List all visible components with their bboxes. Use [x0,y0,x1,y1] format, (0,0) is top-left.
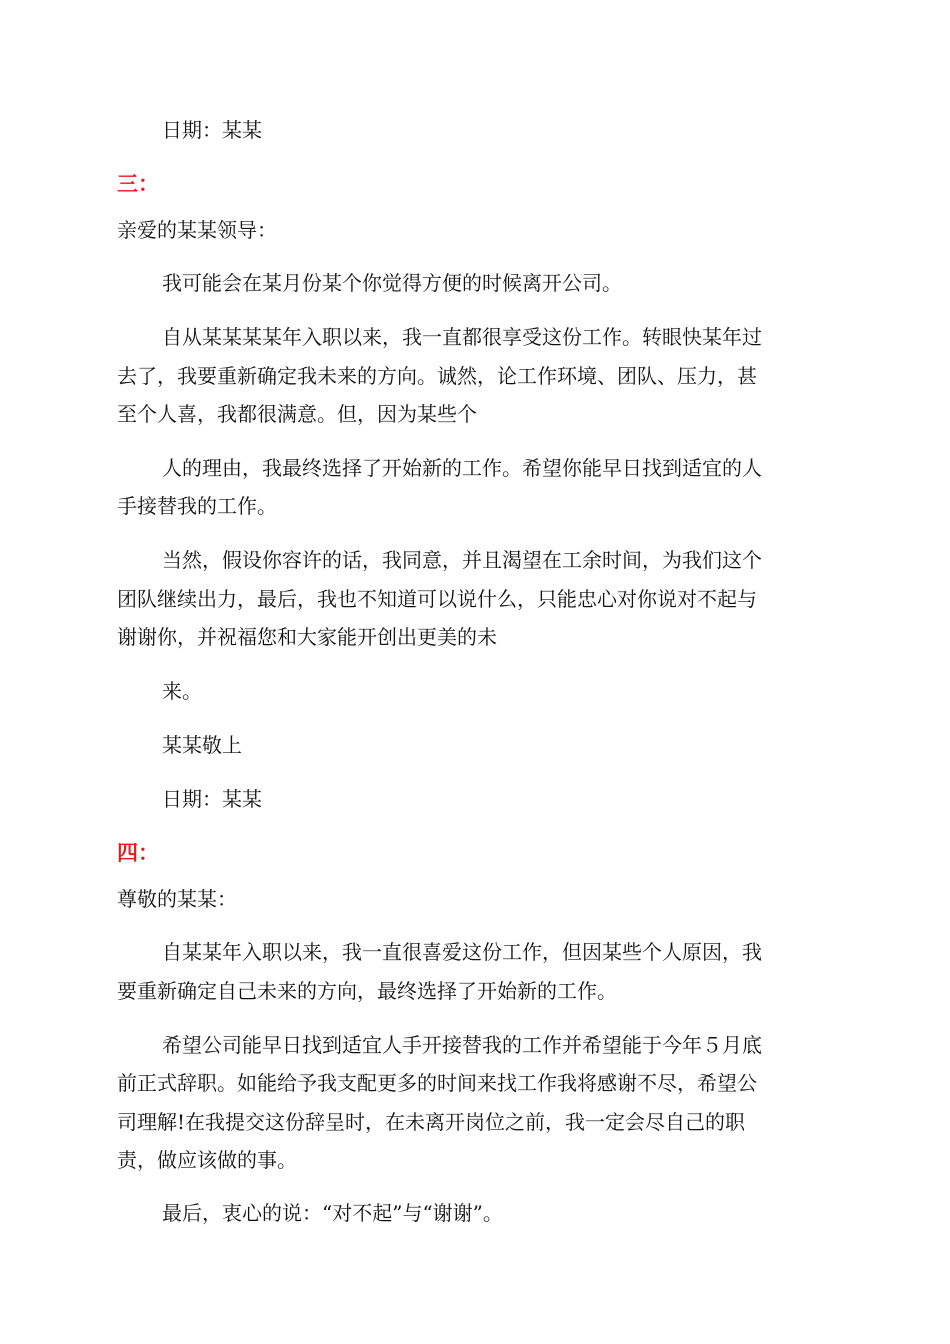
paragraph-line: 要重新确定自己未来的方向，最终选择了开始新的工作。 [117,979,617,1003]
paragraph-line: 责，做应该做的事。 [117,1148,297,1172]
paragraph-line: 至个人喜，我都很满意。但，因为某些个 [117,402,477,426]
paragraph-line: 来。 [162,679,202,703]
date-line: 日期：某某 [162,118,262,142]
section-heading-4: 四： [117,840,159,865]
date-line: 日期：某某 [162,787,262,811]
paragraph-line: 希望公司能早日找到适宜人手开接替我的工作并希望能于今年５月底 [162,1033,762,1057]
salutation: 尊敬的某某： [117,887,237,911]
signature: 某某敬上 [162,733,242,757]
section-heading-3: 三： [117,171,159,196]
paragraph-line: 我可能会在某月份某个你觉得方便的时候离开公司。 [162,271,622,295]
paragraph-line: 团队继续出力，最后，我也不知道可以说什么，只能忠心对你说对不起与 [117,587,757,611]
paragraph-line: 司理解!在我提交这份辞呈时，在未离开岗位之前，我一定会尽自己的职 [117,1110,746,1134]
paragraph-line: 去了，我要重新确定我未来的方向。诚然，论工作环境、团队、压力，甚 [117,364,757,388]
paragraph-line: 自从某某某某年入职以来，我一直都很享受这份工作。转眼快某年过 [162,325,762,349]
paragraph-line: 当然，假设你容许的话，我同意，并且渴望在工余时间，为我们这个 [162,548,762,572]
salutation: 亲爱的某某领导： [117,218,277,242]
paragraph-line: 最后，衷心的说：“对不起”与“谢谢”。 [162,1201,503,1225]
paragraph-line: 人的理由，我最终选择了开始新的工作。希望你能早日找到适宜的人 [162,456,762,480]
paragraph-line: 前正式辞职。如能给予我支配更多的时间来找工作我将感谢不尽，希望公 [117,1071,757,1095]
paragraph-line: 谢谢你，并祝福您和大家能开创出更美的未 [117,625,497,649]
paragraph-line: 自某某年入职以来，我一直很喜爱这份工作，但因某些个人原因，我 [162,940,762,964]
paragraph-line: 手接替我的工作。 [117,494,277,518]
